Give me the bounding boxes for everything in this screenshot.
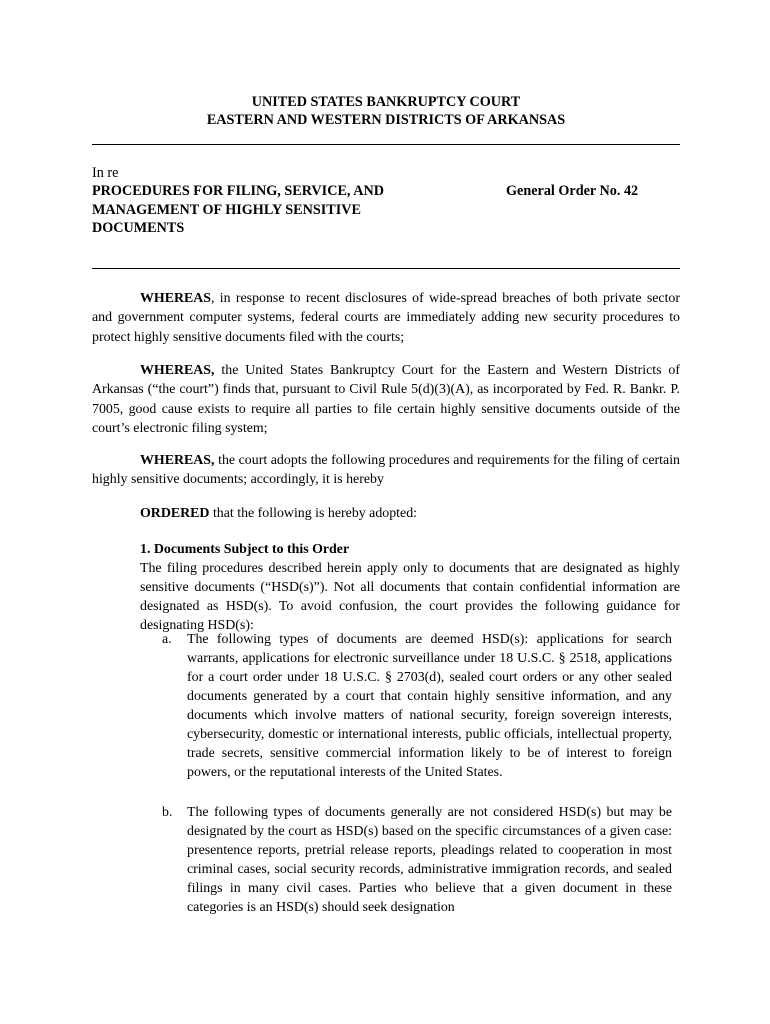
whereas-text: , in response to recent disclosures of wide-spread breaches of both private sector and government computer systems, federal courts are immediately adding new security procedures to protect highly sensitive documents filed with the courts;: [92, 291, 680, 345]
court-name: UNITED STATES BANKRUPTCY COURT: [251, 94, 521, 110]
court-districts: EASTERN AND WESTERN DISTRICTS OF ARKANSAS: [206, 112, 566, 128]
list-marker: b.: [162, 805, 173, 820]
whereas-paragraph-1: [92, 289, 680, 347]
court-header: [92, 93, 680, 129]
list-item: [162, 630, 672, 782]
ordered-lead: ORDERED: [140, 506, 210, 521]
whereas-lead: WHEREAS,: [140, 363, 215, 378]
ordered-text: that the following is hereby adopted:: [209, 506, 418, 521]
whereas-lead: WHEREAS,: [140, 453, 215, 468]
caption-top-rule: [92, 144, 680, 145]
in-re-label: In re: [92, 165, 119, 181]
general-order-number: General Order No. 42: [506, 183, 639, 199]
list-item-text: The following types of documents are deemed HSD(s): applications for search warrants, applications for electronic surveillance under 18 U.S.C. § 2518, applications for a court order under 18 U.S.C. § 2703(d), sealed court orders or any other sealed documents generated by a court that contain highly sensitive information, and any documents which involve matters of national security, foreign sovereign interests, cybersecurity, domestic or international interests, public officials, intellectual property, trade secrets, sensitive commercial information likely to be of interest to foreign powers, or the reputational interests of the United States.: [187, 632, 672, 780]
list-item-text: The following types of documents generally are not considered HSD(s) but may be designated by the court as HSD(s) based on the specific circumstances of a given case: presentence reports, pretrial release reports, pleadings related to cooperation in most criminal cases, social security records, administrative immigration records, and sealed filings in many civil cases. Parties who believe that a given document in these categories is an HSD(s) should seek designation: [187, 805, 672, 915]
caption-line-2: MANAGEMENT OF HIGHLY SENSITIVE: [92, 201, 361, 218]
list-marker: a.: [162, 632, 172, 647]
caption-line-3: DOCUMENTS: [92, 220, 185, 236]
caption-bottom-rule: [92, 268, 680, 269]
whereas-paragraph-2: [92, 361, 680, 438]
ordered-paragraph: [140, 504, 417, 523]
section-body: The filing procedures described herein apply only to documents that are designated as highly sensitive documents (“HSD(s)”). Not all documents that contain confidential information are designated as HSD(s). To avoid confusion, the court provides the following guidance for designating HSD(s):: [140, 561, 680, 633]
whereas-text: the United States Bankruptcy Court for the Eastern and Western Districts of Arkansas (“the court”) finds that, pursuant to Civil Rule 5(d)(3)(A), as incorporated by Fed. R. Bankr. P. 7005, good cause exists to require all parties to file certain highly sensitive documents outside of the court’s electronic filing system;: [92, 363, 680, 436]
caption-line-1: PROCEDURES FOR FILING, SERVICE, AND: [92, 183, 384, 199]
whereas-text: the court adopts the following procedures and requirements for the filing of certain highly sensitive documents; accordingly, it is hereby: [92, 453, 680, 488]
whereas-lead: WHEREAS: [140, 291, 212, 306]
case-caption: [92, 182, 422, 238]
whereas-paragraph-3: [92, 451, 680, 490]
list-item: [162, 803, 672, 917]
section-heading: 1. Documents Subject to this Order: [140, 542, 350, 557]
